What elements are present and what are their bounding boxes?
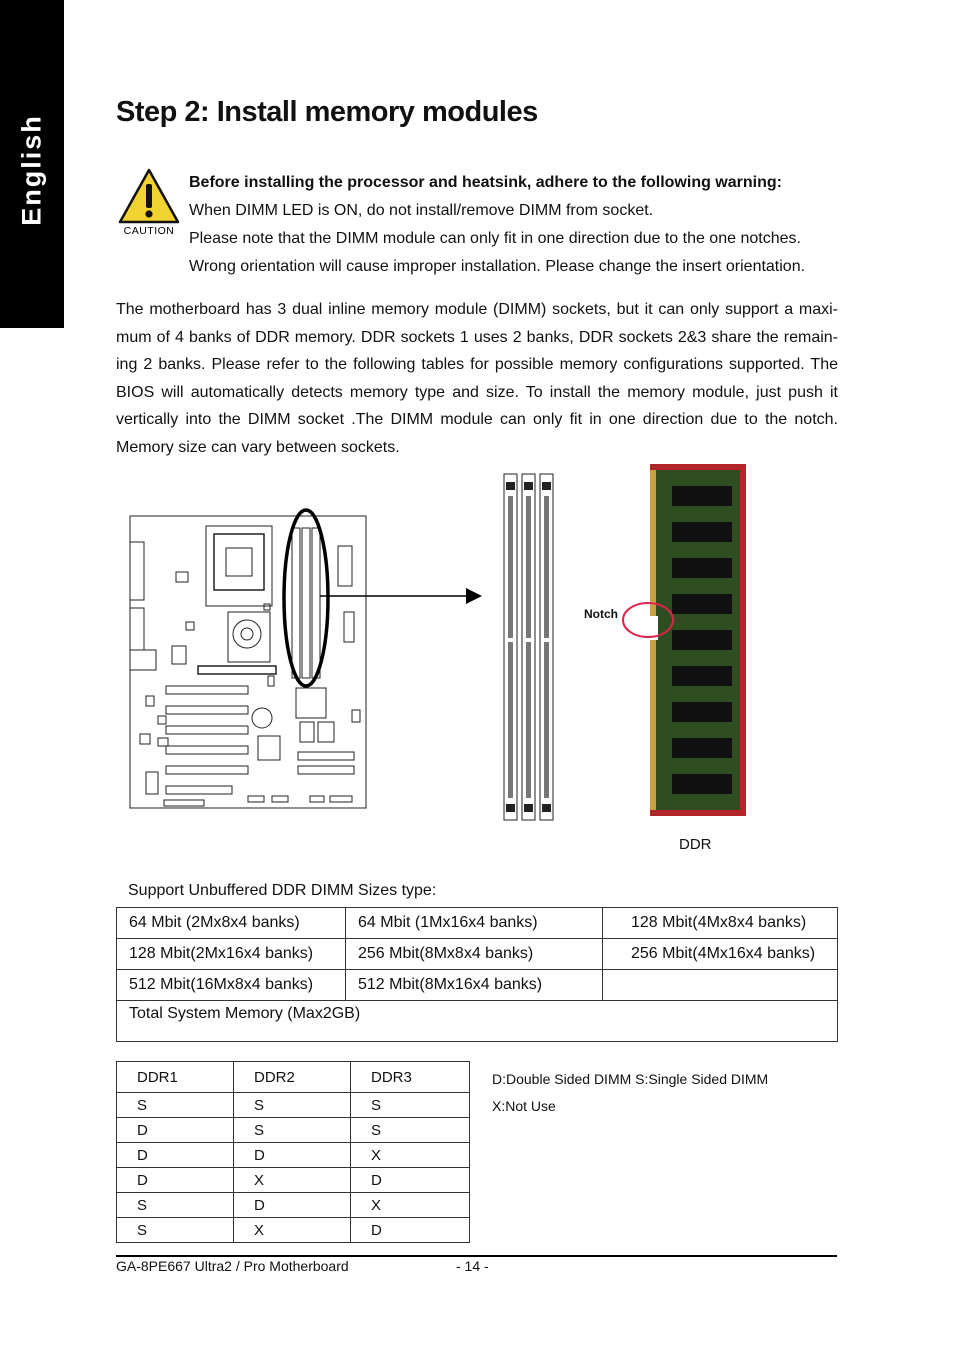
table-cell: D bbox=[117, 1168, 234, 1193]
total-memory-cell: Total System Memory (Max2GB) bbox=[117, 1001, 838, 1042]
table-row bbox=[117, 1218, 470, 1243]
caution-icon-text: CAUTION bbox=[123, 225, 175, 237]
ddr-module bbox=[650, 464, 746, 816]
table-cell: 256 Mbit(4Mx16x4 banks) bbox=[603, 939, 838, 970]
ddr-label: DDR bbox=[679, 836, 712, 853]
table-cell: S bbox=[117, 1218, 234, 1243]
dimm-sizes-table bbox=[116, 907, 838, 1042]
language-tab-label: English bbox=[16, 114, 47, 226]
table-cell: S bbox=[234, 1093, 351, 1118]
table-row bbox=[117, 1093, 470, 1118]
body-paragraph: The motherboard has 3 dual inline memory module (DIMM) sockets, but it can only support a maxi-mum of 4 banks of DDR memory. DDR sockets 1 uses 2 banks, DDR sockets 2&3 share the remain-ing 2 banks. Please refer to the following tables for possible memory configurations supported. The BIOS will automatically detects memory type and size. To install the memory module, just push it vertically into the DIMM socket .The DIMM module can only fit in one direction due to the notch. Memory size can vary between sockets. bbox=[116, 301, 838, 456]
table-row bbox=[117, 939, 838, 970]
table-row bbox=[117, 908, 838, 939]
table-cell bbox=[603, 970, 838, 1001]
memory-chip bbox=[672, 630, 732, 650]
legend-line-1: D:Double Sided DIMM S:Single Sided DIMM bbox=[492, 1071, 769, 1087]
table-cell: 512 Mbit(8Mx16x4 banks) bbox=[346, 970, 603, 1001]
table-cell: X bbox=[351, 1193, 470, 1218]
memory-chip bbox=[672, 774, 732, 794]
board-dimm-sockets bbox=[292, 528, 320, 678]
table-cell: S bbox=[117, 1093, 234, 1118]
sizes-table-caption: Support Unbuffered DDR DIMM Sizes type: bbox=[128, 882, 437, 899]
table-cell: 64 Mbit (1Mx16x4 banks) bbox=[346, 908, 603, 939]
notch-label: Notch bbox=[584, 607, 618, 621]
table-cell: 512 Mbit(16Mx8x4 banks) bbox=[117, 970, 346, 1001]
table-cell: S bbox=[234, 1118, 351, 1143]
table-row bbox=[117, 1001, 838, 1042]
table-row bbox=[117, 1118, 470, 1143]
page-number: - 14 - bbox=[456, 1258, 489, 1274]
footer-divider bbox=[116, 1255, 837, 1257]
table-cell: S bbox=[117, 1193, 234, 1218]
table-header-row bbox=[117, 1062, 470, 1093]
table-cell: 128 Mbit(2Mx16x4 banks) bbox=[117, 939, 346, 970]
memory-chip bbox=[672, 522, 732, 542]
table-row bbox=[117, 970, 838, 1001]
footer-model: GA-8PE667 Ultra2 / Pro Motherboard bbox=[116, 1258, 349, 1274]
column-header: DDR1 bbox=[117, 1062, 234, 1093]
legend bbox=[492, 1066, 768, 1120]
table-cell: 64 Mbit (2Mx8x4 banks) bbox=[117, 908, 346, 939]
warning-line-3: Wrong orientation will cause improper installation. Please change the insert orientation. bbox=[189, 258, 806, 275]
warning-line-2: Please note that the DIMM module can only fit in one direction due to the one notches. bbox=[189, 230, 801, 247]
table-cell: D bbox=[117, 1143, 234, 1168]
table-cell: 256 Mbit(8Mx8x4 banks) bbox=[346, 939, 603, 970]
table-cell: D bbox=[234, 1193, 351, 1218]
table-cell: X bbox=[234, 1218, 351, 1243]
memory-chip bbox=[672, 738, 732, 758]
memory-chip bbox=[672, 558, 732, 578]
memory-chip bbox=[672, 666, 732, 686]
column-header: DDR2 bbox=[234, 1062, 351, 1093]
table-row bbox=[117, 1168, 470, 1193]
table-cell: 128 Mbit(4Mx8x4 banks) bbox=[603, 908, 838, 939]
table-cell: D bbox=[351, 1168, 470, 1193]
table-cell: X bbox=[351, 1143, 470, 1168]
table-cell: D bbox=[351, 1218, 470, 1243]
memory-chip bbox=[672, 594, 732, 614]
table-cell: S bbox=[351, 1118, 470, 1143]
column-header: DDR3 bbox=[351, 1062, 470, 1093]
legend-line-2: X:Not Use bbox=[492, 1098, 556, 1114]
table-cell: S bbox=[351, 1093, 470, 1118]
table-row bbox=[117, 1143, 470, 1168]
warning-heading: Before installing the processor and heatsink, adhere to the following warning: bbox=[189, 174, 782, 191]
motherboard-diagram bbox=[130, 516, 366, 808]
table-cell: D bbox=[234, 1143, 351, 1168]
page-title: Step 2: Install memory modules bbox=[116, 96, 538, 128]
memory-config-table bbox=[116, 1061, 470, 1243]
table-cell: X bbox=[234, 1168, 351, 1193]
warning-line-1: When DIMM LED is ON, do not install/remove DIMM from socket. bbox=[189, 202, 654, 219]
memory-chip bbox=[672, 702, 732, 722]
table-cell: D bbox=[117, 1118, 234, 1143]
pointer-arrowhead bbox=[466, 588, 482, 604]
enlarged-dimm-sockets bbox=[504, 474, 553, 820]
table-row bbox=[117, 1193, 470, 1218]
memory-chip bbox=[672, 486, 732, 506]
